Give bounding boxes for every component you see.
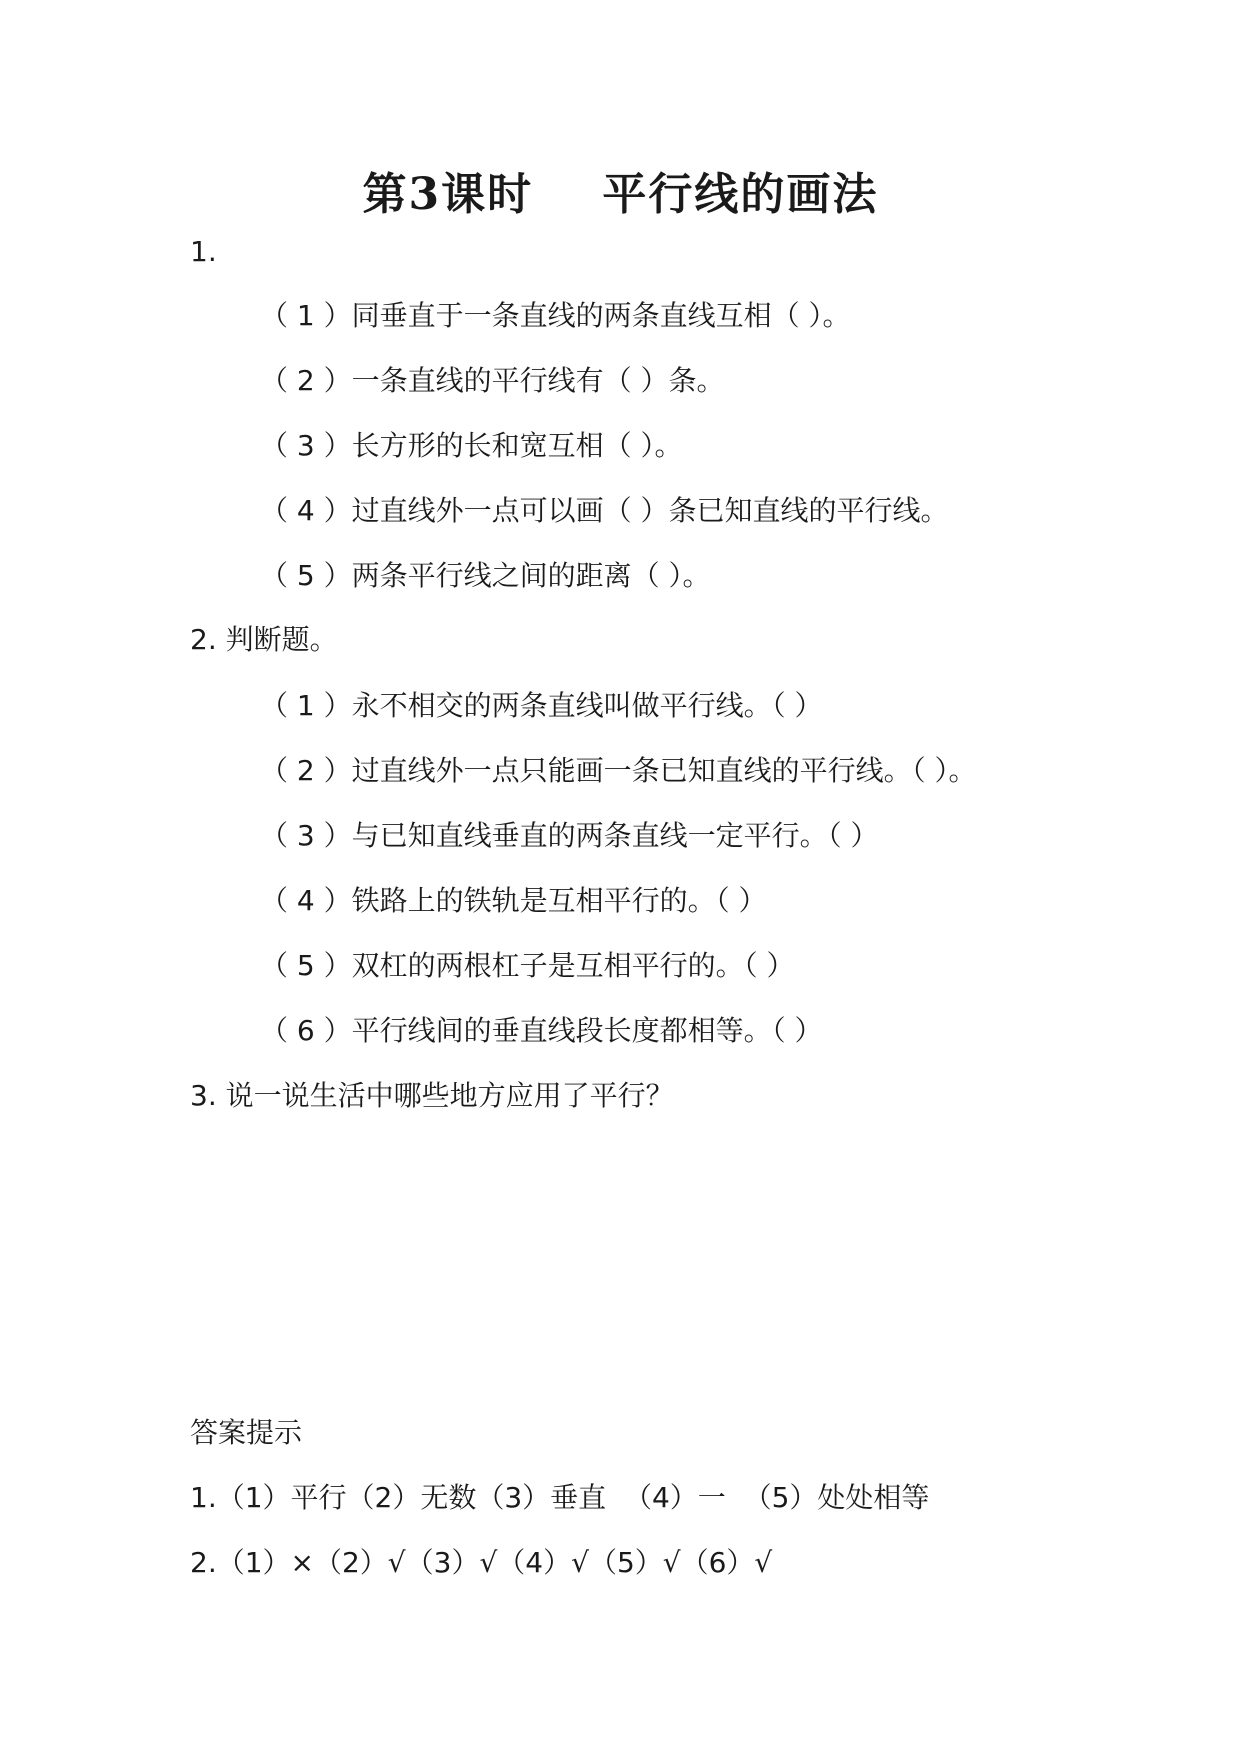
question-2-item-5: （ 5 ）双杠的两根杠子是互相平行的。（ ） — [260, 949, 795, 982]
question-2-item-2: （ 2 ）过直线外一点只能画一条已知直线的平行线。（ ）。 — [260, 754, 977, 787]
question-3-heading: 3. 说一说生活中哪些地方应用了平行？ — [190, 1079, 674, 1112]
question-2-item-3: （ 3 ）与已知直线垂直的两条直线一定平行。（ ） — [260, 819, 879, 852]
page-title: 第3课时 平行线的画法 — [362, 169, 879, 220]
question-1-item-5: （ 5 ）两条平行线之间的距离（ ）。 — [260, 559, 711, 592]
question-1-item-1: （ 1 ）同垂直于一条直线的两条直线互相（ ）。 — [260, 299, 851, 332]
question-2-item-1: （ 1 ）永不相交的两条直线叫做平行线。（ ） — [260, 689, 823, 722]
question-2-item-6: （ 6 ）平行线间的垂直线段长度都相等。（ ） — [260, 1014, 823, 1047]
answers-line-2: 2.（1）×（2）√（3）√（4）√（5）√（6）√ — [190, 1546, 773, 1579]
question-2-heading: 2. 判断题。 — [190, 623, 338, 656]
question-1-item-2: （ 2 ）一条直线的平行线有（ ）条。 — [260, 364, 725, 397]
answers-heading: 答案提示 — [190, 1416, 303, 1449]
question-1-item-4: （ 4 ）过直线外一点可以画（ ）条已知直线的平行线。 — [260, 494, 949, 527]
question-2-item-4: （ 4 ）铁路上的铁轨是互相平行的。（ ） — [260, 884, 767, 917]
question-1-number: 1. — [190, 235, 217, 268]
answers-line-1: 1.（1）平行（2）无数（3）垂直 （4）一 （5）处处相等 — [190, 1481, 930, 1514]
question-1-item-3: （ 3 ）长方形的长和宽互相（ ）。 — [260, 429, 683, 462]
